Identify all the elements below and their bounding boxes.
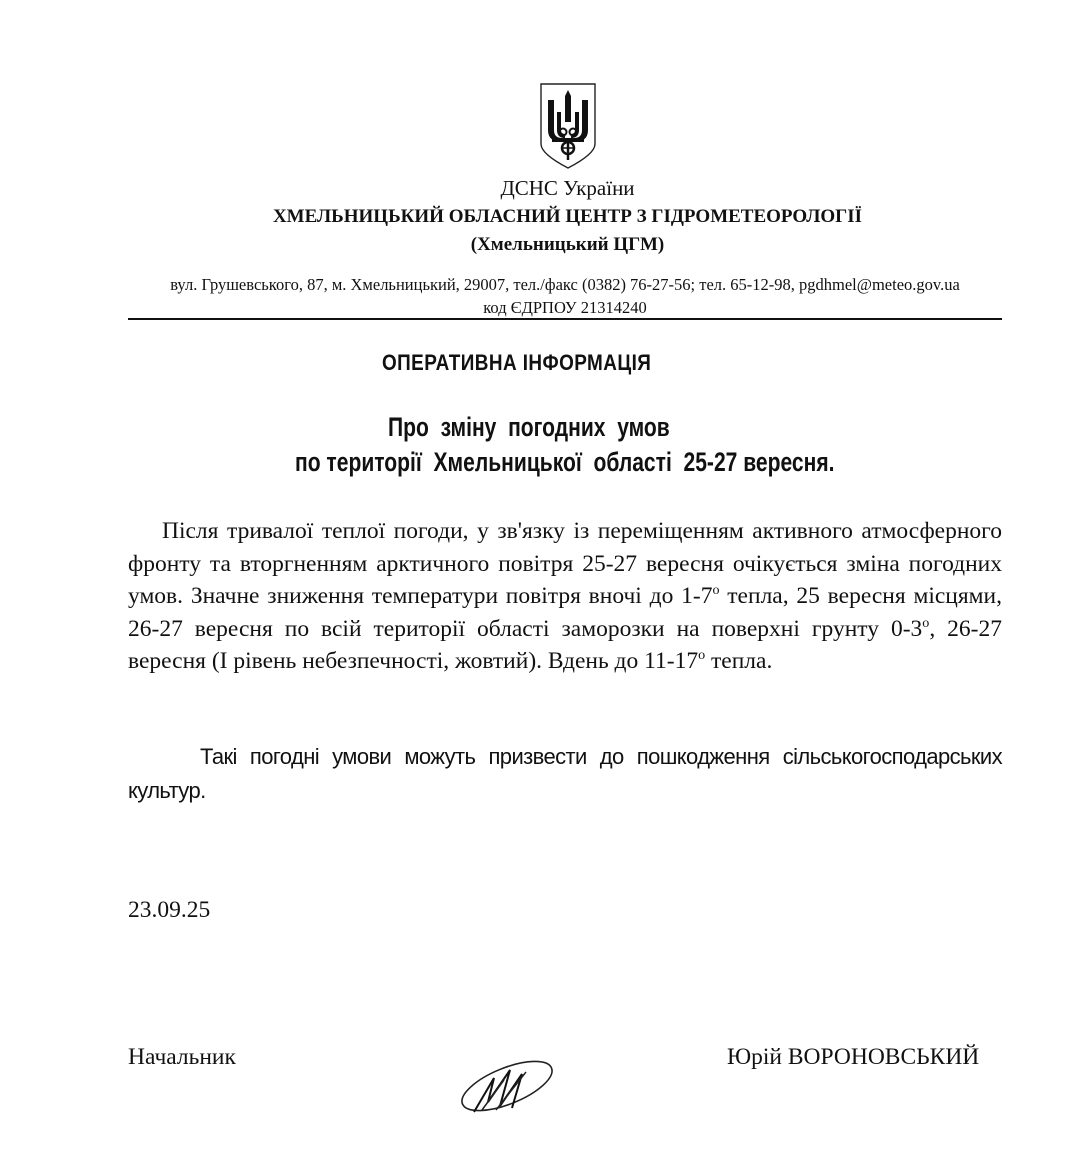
forecast-text-part-1: Після тривалої теплої погоди, у зв'язку із переміщенням активного атмосферного фронту та вторгненням арктичного повітря 25-27 вересня очікується зміна погодних умов. Значне зниження температури повітря вночі до 1-7 (128, 518, 1002, 610)
contact-address: вул. Грушевського, 87, м. Хмельницький, 29007, тел./факс (0382) 76-27-56; тел. 65-12-98, pgdhmel@meteo.gov.ua (170, 275, 960, 294)
header-divider (128, 318, 1002, 320)
degree-mark: о (712, 582, 720, 599)
organization-short-name: (Хмельницький ЦГМ) (470, 234, 665, 255)
edrpou-code: код ЄДРПОУ 21314240 (483, 298, 647, 317)
subject-line-2: по території Хмельницької області 25-27 вересня. (295, 447, 835, 477)
agency-name: ДСНС України (500, 176, 635, 200)
degree-mark: о (922, 614, 930, 631)
forecast-text-part-2: тепла, 25 вересня місцями, 26-27 вересня по всій території області заморозки на поверхні грунту 0-3 (128, 583, 1002, 642)
impact-paragraph: Такі погодні умови можуть призвести до пошкодження сільськогосподарських культур. (128, 744, 1002, 803)
signer-name: Юрій ВОРОНОВСЬКИЙ (727, 1044, 980, 1070)
trident-coat-of-arms-icon (538, 82, 598, 170)
document-date: 23.09.25 (128, 897, 211, 923)
forecast-text-part-4: тепла. (705, 648, 773, 675)
subject-line-1: Про зміну погодних умов (388, 412, 670, 442)
organization-name: ХМЕЛЬНИЦЬКИЙ ОБЛАСНИЙ ЦЕНТР З ГІДРОМЕТЕОРОЛОГІЇ (272, 206, 863, 227)
forecast-text-part-3: , 26-27 вересня (І рівень небезпечності, жовтий). Вдень до 11-17 (128, 615, 1003, 675)
forecast-paragraph (128, 515, 1002, 678)
degree-mark: о (698, 647, 706, 664)
handwritten-signature-icon (452, 1050, 562, 1125)
document-type-heading: ОПЕРАТИВНА ІНФОРМАЦІЯ (382, 350, 652, 375)
signer-position: Начальник (128, 1044, 236, 1070)
